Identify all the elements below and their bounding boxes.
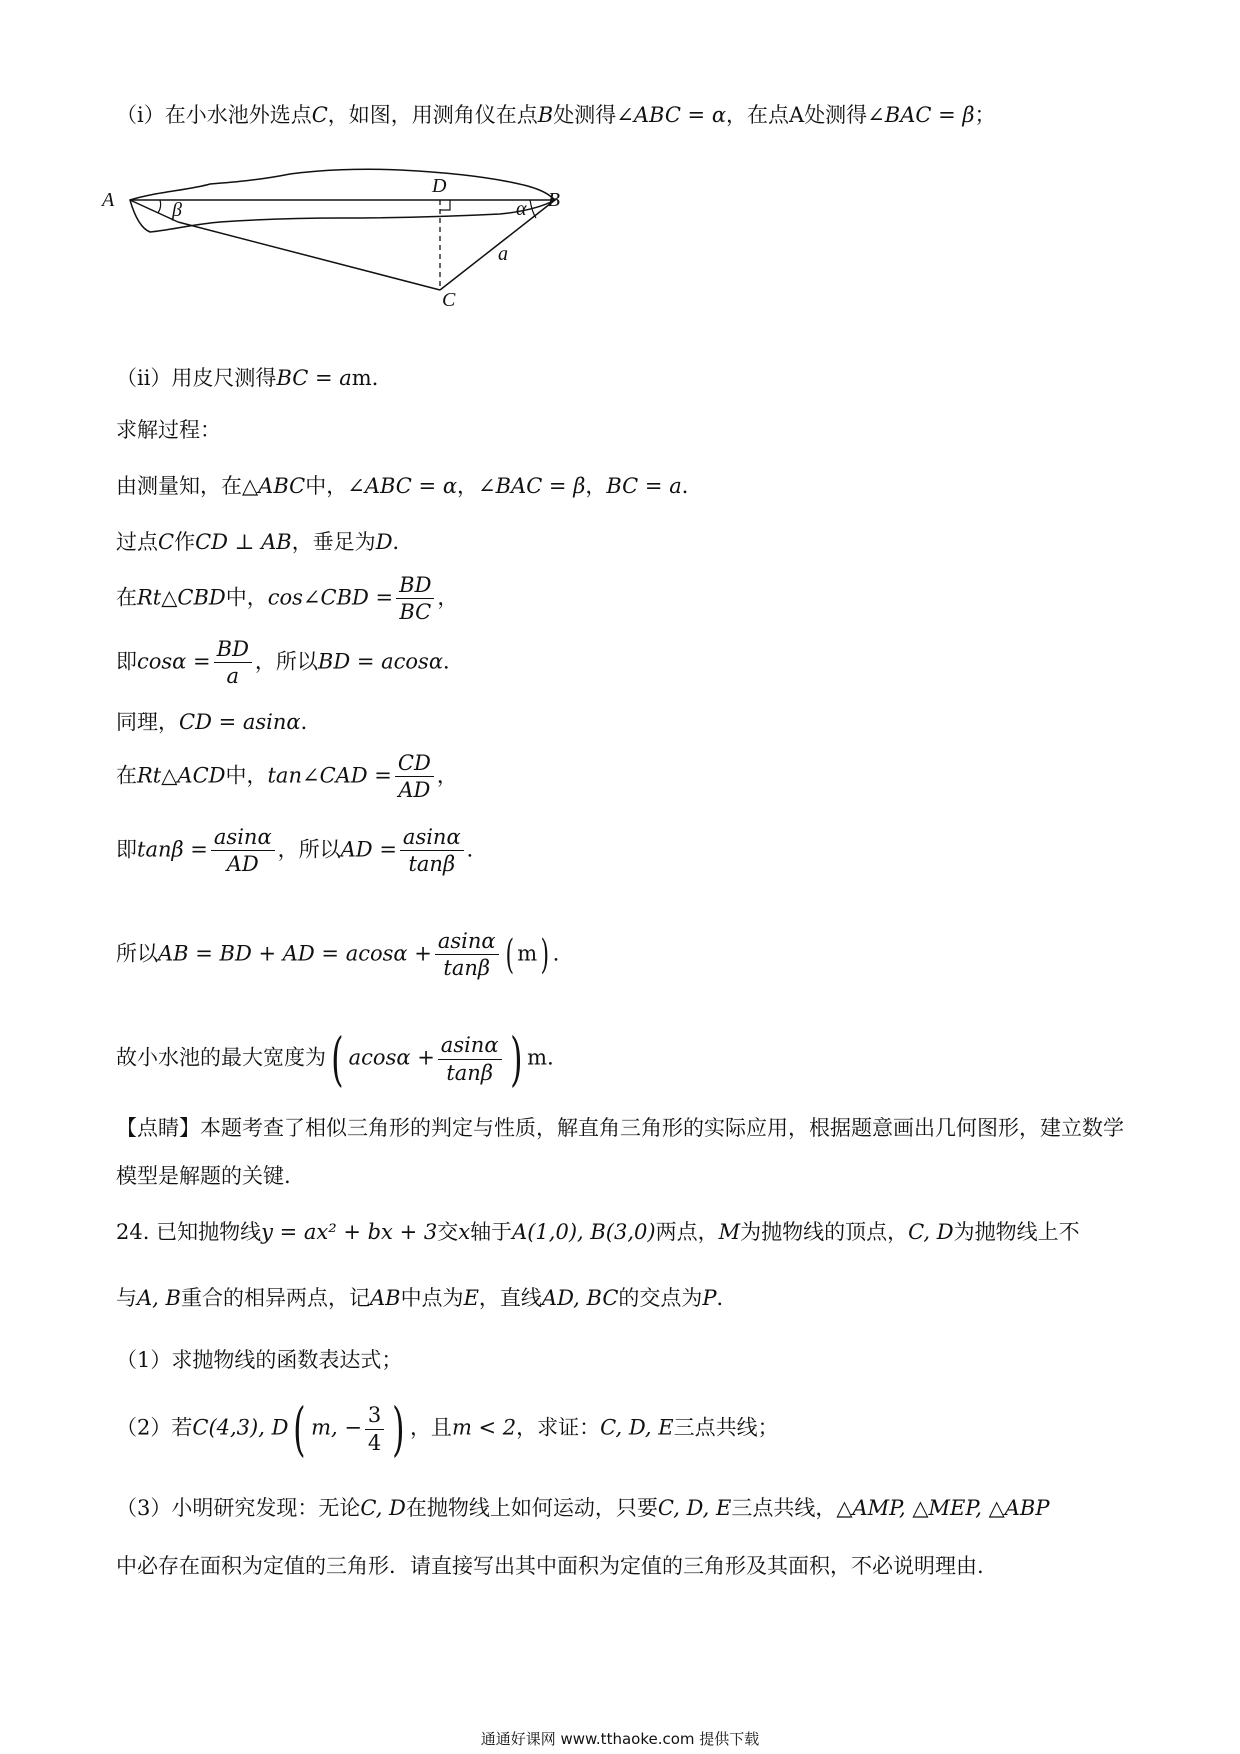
fraction: $\frac{3}{4}$ [365, 1402, 384, 1456]
angle-bac: ∠BAC = β [867, 103, 975, 127]
fraction: $\frac{BD}{a}$ [214, 636, 252, 690]
angle-abc: ∠ABC = α [616, 103, 727, 127]
segment-ac [178, 222, 440, 290]
step-ii: （ⅱ）用皮尺测得BC = am． [116, 366, 393, 390]
comment-paragraph: 【点睛】本题考查了相似三角形的判定与性质，解直角三角形的实际应用，根据题意画出几何图形，建立数学模型是解题的关键. [116, 1116, 1124, 1188]
label-side-a: a [498, 243, 508, 265]
label-a: A [102, 189, 115, 211]
solution-line-4: 即cosα = $\frac{BD}{a}$ ，所以BD = acosα． [116, 637, 465, 689]
fraction: $\frac{asin\alpha}{AD}$ [211, 824, 275, 878]
fraction: $\frac{asin\alpha}{\tan\beta}$ [435, 928, 499, 982]
q24-line-1: 24. 已知抛物线y = ax² + bx + 3交x轴于A(1,0), B(3,0)两点，M为抛物线的顶点，C, D为抛物线上不 [116, 1220, 1080, 1244]
footer-source: 通通好课网 www.tthaoke.com 提供下载 [480, 1730, 760, 1748]
solution-line-6: 在Rt△ACD中，tan∠CAD = $\frac{CD}{AD}$ ， [116, 751, 458, 803]
step-i: （ⅰ）在小水池外选点C，如图，用测角仪在点B处测得∠ABC = α，在点A处测得∠BAC = β； [116, 103, 996, 127]
label-alpha: α [516, 198, 527, 220]
right-angle-mark [440, 200, 450, 210]
pond-figure [100, 160, 560, 360]
solution-line-3: 在Rt△CBD中，cos∠CBD = $\frac{BD}{BC}$ ， [116, 573, 459, 625]
fraction: $\frac{CD}{AD}$ [395, 750, 434, 804]
q24-part-3: （3）小明研究发现：无论C, D在抛物线上如何运动，只要C, D, E三点共线，△AMP, △MEP, △ABP [116, 1496, 1050, 1520]
q24-part-3-cont: 中必存在面积为定值的三角形．请直接写出其中面积为定值的三角形及其面积，不必说明理由. [116, 1554, 984, 1578]
label-b: B [547, 189, 560, 211]
solution-line-8: 所以AB = BD + AD = acosα + $\frac{asin\alpha}{\tan\beta}$ ( m) ． [116, 929, 574, 981]
q24-line-2: 与A, B重合的相异两点，记AB中点为E，直线AD, BC的交点为P． [116, 1286, 738, 1310]
q24-part-1: （1）求抛物线的函数表达式； [116, 1348, 403, 1372]
fraction: $\frac{asin\alpha}{\tan\beta}$ [438, 1032, 502, 1086]
fraction: $\frac{BD}{BC}$ [396, 572, 434, 626]
fraction: $\frac{asin\alpha}{\tan\beta}$ [400, 824, 464, 878]
q24-part-2: （2）若C(4,3), D( m, − $\frac{3}{4}$ ) ，且m < 2，求证：C, D, E三点共线； [116, 1395, 779, 1463]
solution-line-5: 同理，CD = asinα． [116, 710, 322, 734]
label-c: C [442, 289, 456, 311]
solution-line-2: 过点C作CD ⊥ AB，垂足为D． [116, 530, 414, 554]
angle-beta-arc [158, 200, 161, 213]
solution-line-7: 即tanβ = $\frac{asin\alpha}{AD}$ ，所以AD = $\frac{asin\alpha}{\tan\beta}$ ． [116, 825, 488, 877]
process-title: 求解过程： [116, 418, 221, 442]
label-beta: β [172, 199, 182, 221]
label-d: D [432, 175, 447, 197]
solution-line-1: 由测量知，在△ABC中，∠ABC = α，∠BAC = β，BC = a． [116, 474, 703, 498]
solution-line-9: 故小水池的最大宽度为( acosα + $\frac{asin\alpha}{\tan\beta}$ ) m． [116, 1025, 569, 1093]
